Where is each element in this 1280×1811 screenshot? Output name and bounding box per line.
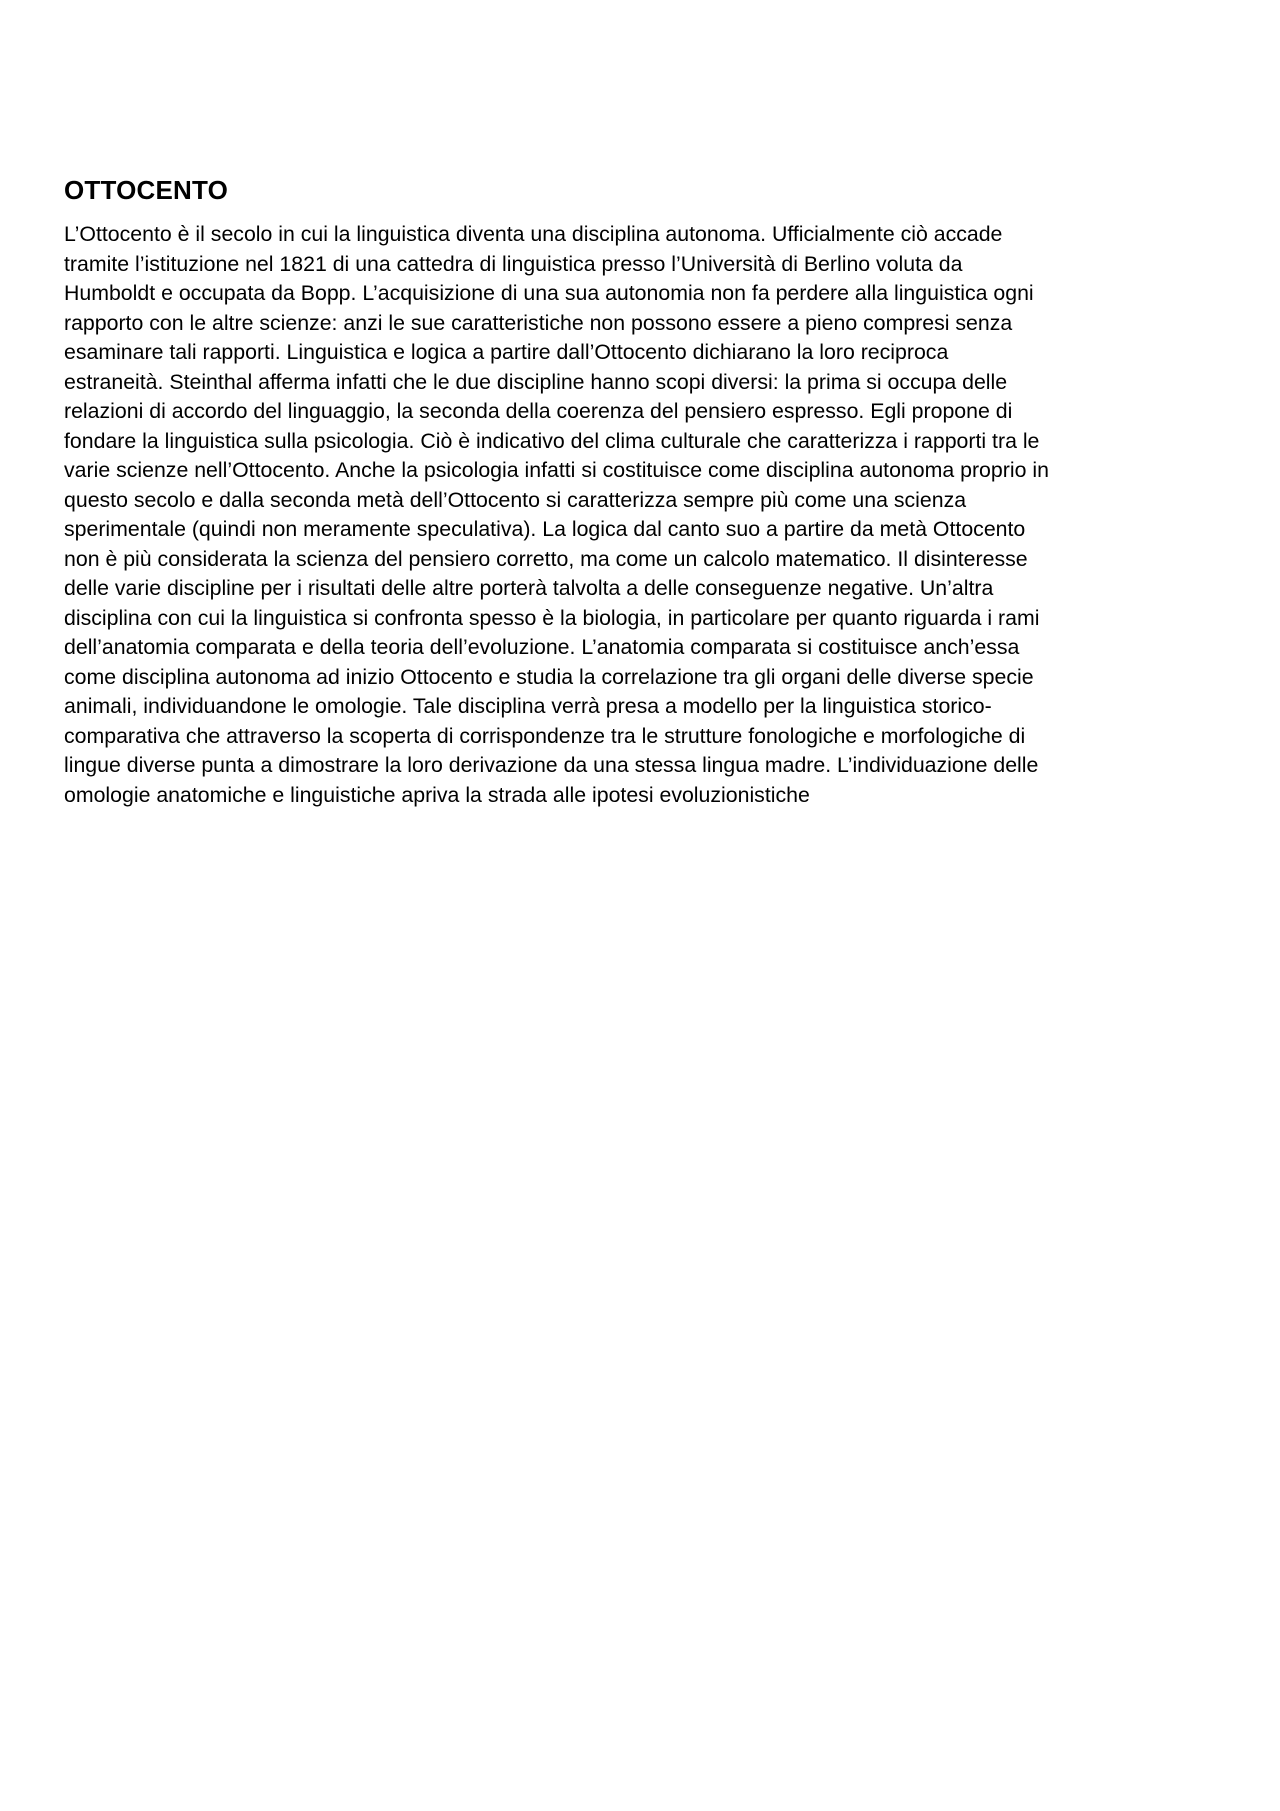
paragraph-line: disciplina con cui la linguistica si confronta spesso è la biologia, in particolare per quanto riguarda i rami — [64, 605, 1040, 630]
paragraph-line: questo secolo e dalla seconda metà dell’Ottocento si caratterizza sempre più come una scienza — [64, 487, 967, 512]
body-paragraph — [64, 220, 1184, 810]
paragraph-line: varie scienze nell’Ottocento. Anche la psicologia infatti si costituisce come disciplina autonoma proprio in — [64, 458, 1049, 482]
paragraph-line: fondare la linguistica sulla psicologia. Ciò è indicativo del clima culturale che caratterizza i rapporti tra le — [64, 428, 1040, 453]
paragraph-line: omologie anatomiche e linguistiche apriva la strada alle ipotesi evoluzionistiche — [64, 782, 810, 807]
paragraph-line: delle varie discipline per i risultati delle altre porterà talvolta a delle conseguenze negative. Un’altra — [64, 576, 994, 600]
paragraph-line: sperimentale (quindi non meramente speculativa). La logica dal canto suo a partire da metà Ottocento — [64, 517, 1026, 541]
paragraph-line: animali, individuandone le omologie. Tale disciplina verrà presa a modello per la linguistica storico- — [64, 694, 992, 718]
paragraph-line: dell’anatomia comparata e della teoria dell’evoluzione. L’anatomia comparata si costituisce anch’essa — [64, 635, 1020, 659]
paragraph-line: L’Ottocento è il secolo in cui la linguistica diventa una disciplina autonoma. Ufficialmente ciò accade — [64, 222, 1003, 246]
document-page — [64, 172, 1184, 810]
paragraph-line: relazioni di accordo del linguaggio, la seconda della coerenza del pensiero espresso. Egli propone di — [64, 399, 1013, 423]
paragraph-line: non è più considerata la scienza del pensiero corretto, ma come un calcolo matematico. Il disinteresse — [64, 546, 1028, 571]
paragraph-line: come disciplina autonoma ad inizio Ottocento e studia la correlazione tra gli organi delle diverse specie — [64, 664, 1034, 689]
paragraph-line: rapporto con le altre scienze: anzi le sue caratteristiche non possono essere a pieno compresi senza — [64, 310, 1013, 335]
paragraph-line: lingue diverse punta a dimostrare la loro derivazione da una stessa lingua madre. L’individuazione delle — [64, 753, 1039, 777]
paragraph-line: esaminare tali rapporti. Linguistica e logica a partire dall’Ottocento dichiarano la loro reciproca — [64, 340, 949, 364]
page-title: OTTOCENTO — [64, 175, 229, 205]
paragraph-line: estraneità. Steinthal afferma infatti che le due discipline hanno scopi diversi: la prima si occupa delle — [64, 369, 1008, 394]
paragraph-line: comparativa che attraverso la scoperta di corrispondenze tra le strutture fonologiche e morfologiche di — [64, 723, 1026, 748]
paragraph-line: tramite l’istituzione nel 1821 di una cattedra di linguistica presso l’Università di Berlino voluta da — [64, 251, 963, 276]
paragraph-line: Humboldt e occupata da Bopp. L’acquisizione di una sua autonomia non fa perdere alla linguistica ogni — [64, 281, 1034, 305]
